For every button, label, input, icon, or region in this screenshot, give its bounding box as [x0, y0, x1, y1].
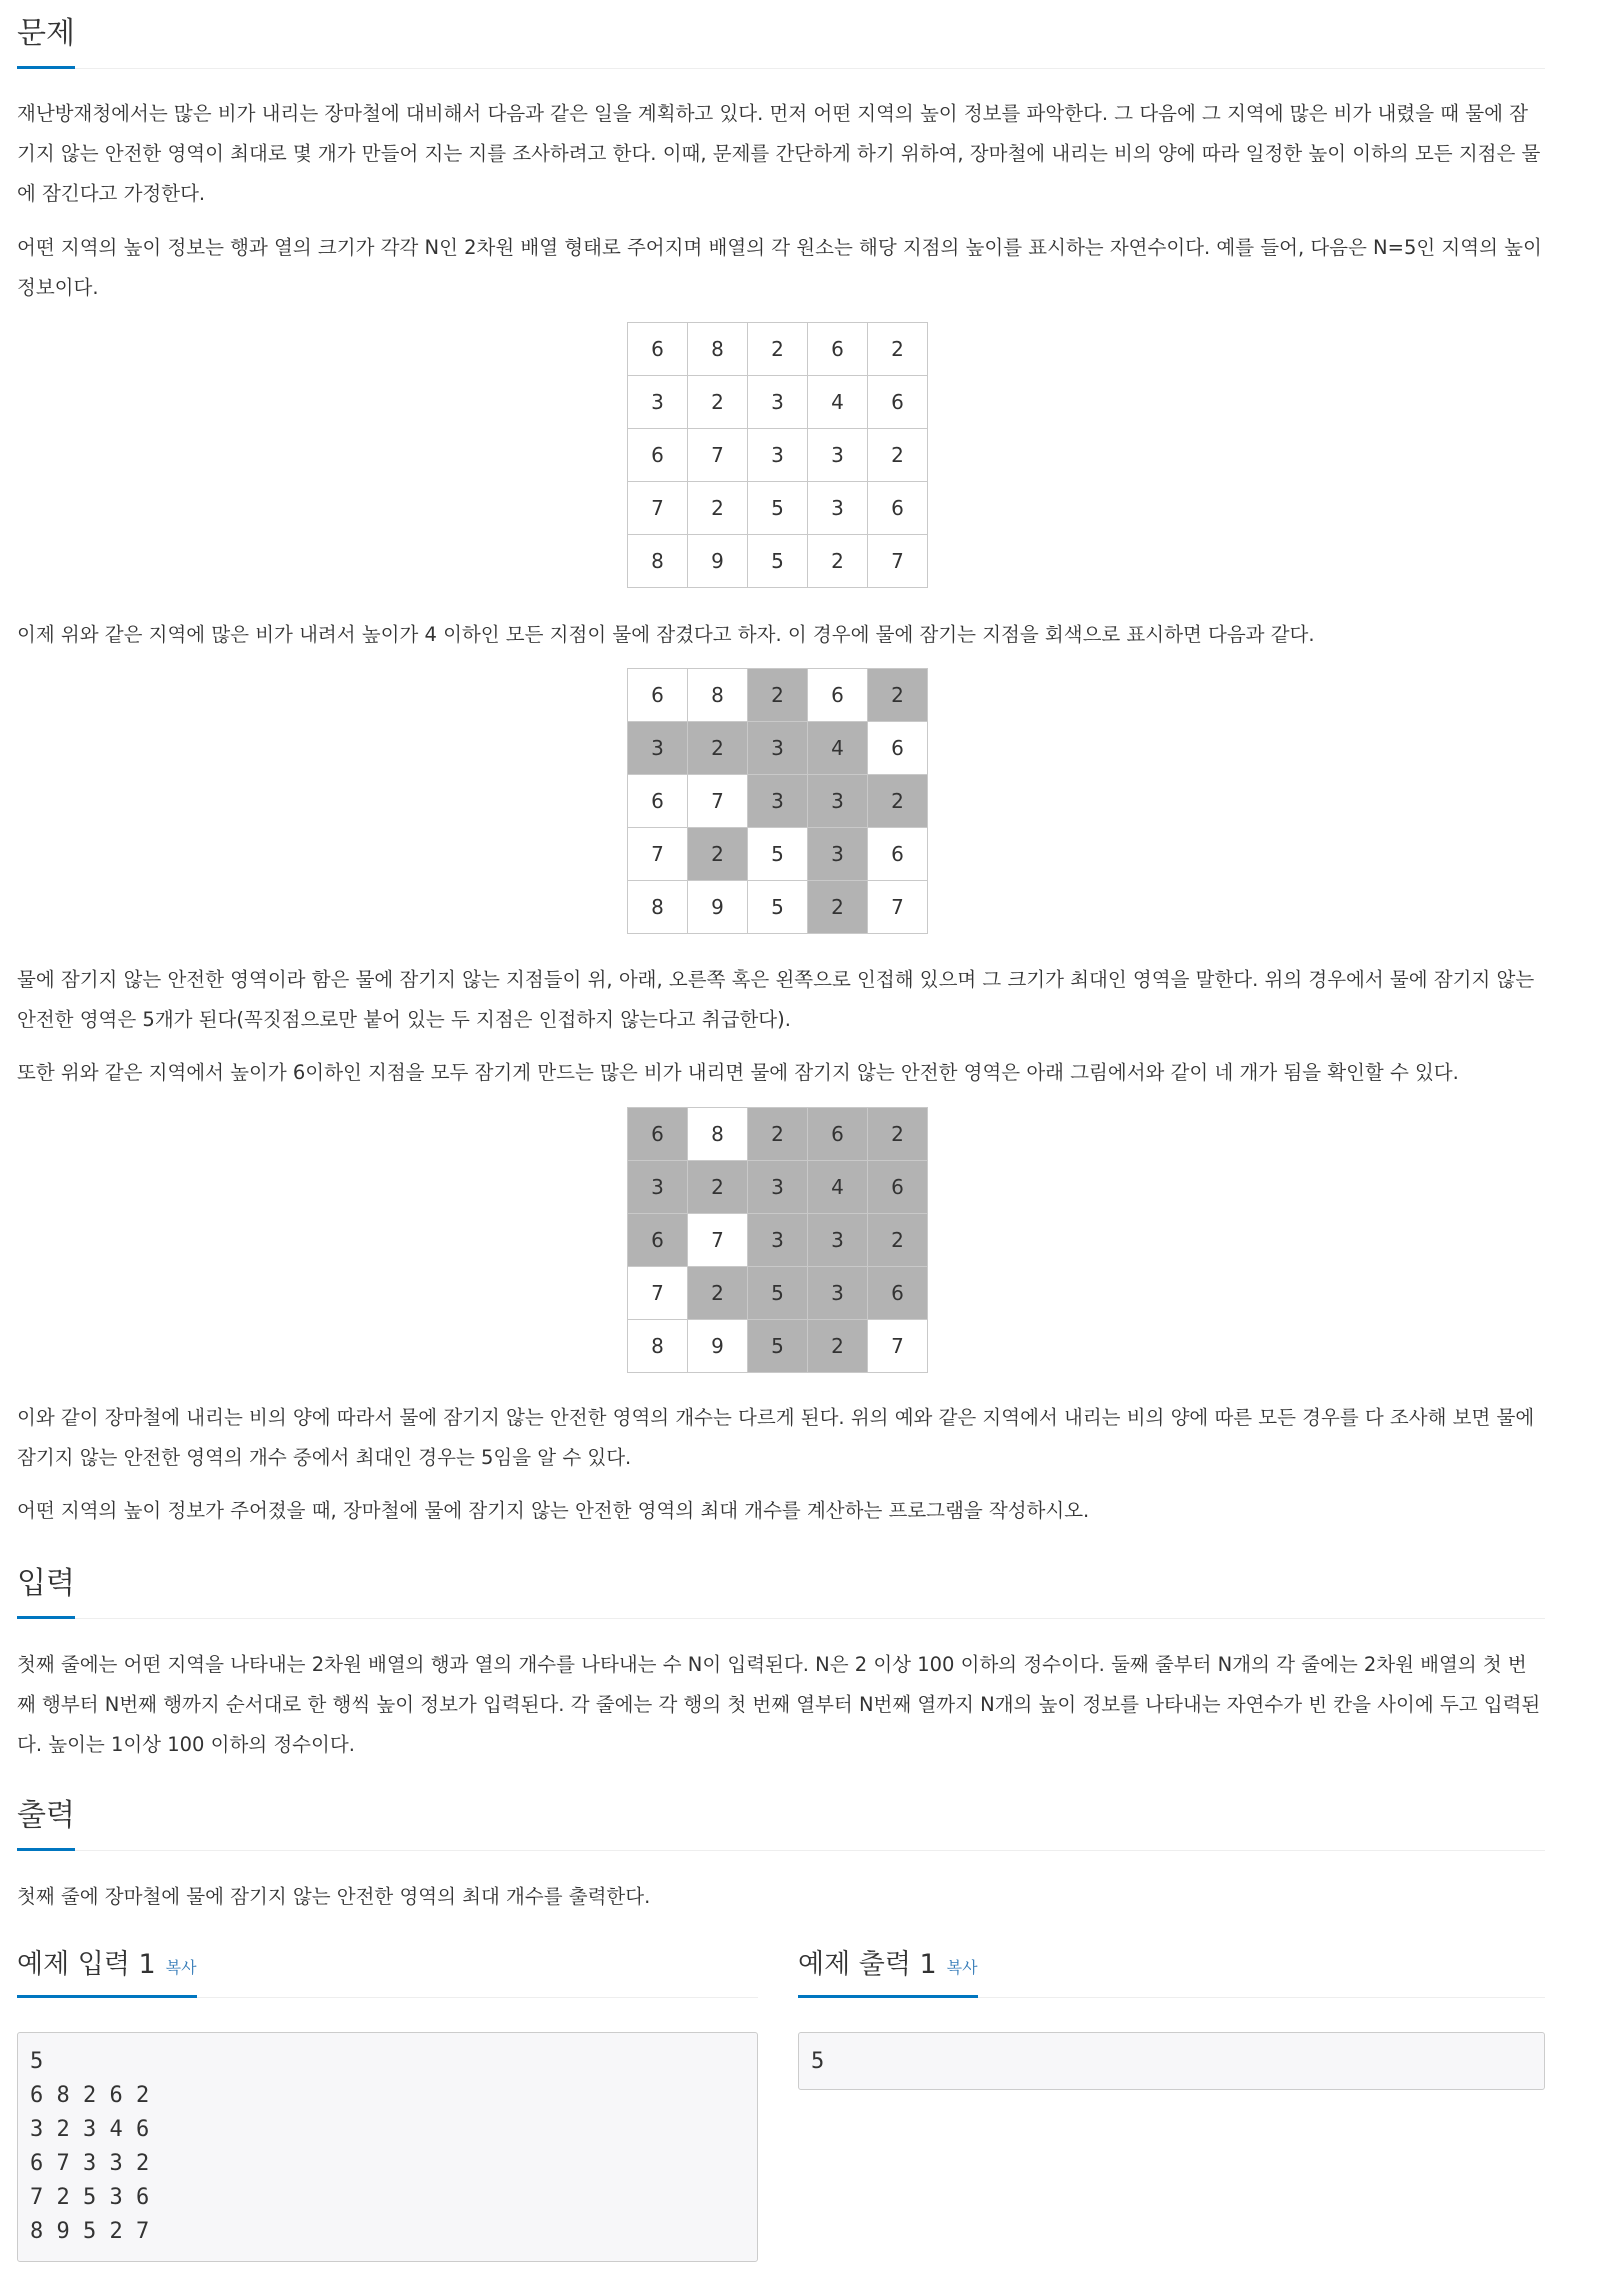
grid-cell: 2	[868, 669, 928, 722]
grid-cell: 6	[808, 669, 868, 722]
grid-cell: 2	[868, 775, 928, 828]
grid-cell: 7	[688, 429, 748, 482]
sample-input-title: 예제 입력 1	[17, 1949, 156, 1980]
grid-cell: 3	[748, 429, 808, 482]
grid-cell: 2	[748, 669, 808, 722]
grid-cell: 2	[808, 881, 868, 934]
grid-row	[628, 775, 928, 828]
sample-output-header	[798, 1942, 1545, 1998]
grid-row	[628, 1214, 928, 1267]
grid-row	[628, 722, 928, 775]
grid-cell: 2	[868, 323, 928, 376]
grid-cell: 7	[688, 1214, 748, 1267]
grid-cell: 9	[688, 1320, 748, 1373]
grid-cell: 5	[748, 881, 808, 934]
problem-paragraph-3: 이제 위와 같은 지역에 많은 비가 내려서 높이가 4 이하인 모든 지점이 물에 잠겼다고 하자. 이 경우에 물에 잠기는 지점을 회색으로 표시하면 다음과 같다.	[17, 623, 1315, 646]
grid-cell: 6	[628, 775, 688, 828]
grid-cell: 8	[688, 323, 748, 376]
grid-cell: 2	[808, 1320, 868, 1373]
output-description: 첫째 줄에 장마철에 물에 잠기지 않는 안전한 영역의 최대 개수를 출력한다.	[17, 1885, 651, 1908]
grid-cell: 2	[808, 535, 868, 588]
grid-cell: 6	[868, 482, 928, 535]
grid-cell: 2	[748, 1108, 808, 1161]
grid-cell: 2	[748, 323, 808, 376]
grid-cell: 3	[628, 376, 688, 429]
grid-cell: 6	[628, 323, 688, 376]
problem-paragraph-6: 이와 같이 장마철에 내리는 비의 양에 따라서 물에 잠기지 않는 안전한 영역의 개수는 다르게 된다. 위의 예와 같은 지역에서 내리는 비의 양에 따른 모든 경우를 다 조사해 보면 물에 잠기지 않는 안전한 영역의 개수 중에서 최대인 경우는 5임을 알 수 있다.	[17, 1406, 1535, 1469]
grid-cell: 7	[628, 1267, 688, 1320]
grid-row	[628, 828, 928, 881]
grid-cell: 3	[628, 1161, 688, 1214]
grid-cell: 2	[868, 1214, 928, 1267]
grid-cell: 2	[688, 722, 748, 775]
grid-cell: 3	[808, 828, 868, 881]
grid-cell: 3	[748, 775, 808, 828]
problem-paragraph-1: 재난방재청에서는 많은 비가 내리는 장마철에 대비해서 다음과 같은 일을 계획하고 있다. 먼저 어떤 지역의 높이 정보를 파악한다. 그 다음에 그 지역에 많은 비가 내렸을 때 물에 잠기지 않는 안전한 영역이 최대로 몇 개가 만들어 지는 지를 조사하려고 한다. 이때, 문제를 간단하게 하기 위하여, 장마철에 내리는 비의 양에 따라 일정한 높이 이하의 모든 지점은 물에 잠긴다고 가정한다.	[17, 102, 1541, 205]
sample-output-title: 예제 출력 1	[798, 1949, 937, 1980]
grid-cell: 3	[748, 1161, 808, 1214]
grid-cell: 7	[688, 775, 748, 828]
sample-output-heading	[798, 1942, 978, 1998]
grid-cell: 2	[688, 1267, 748, 1320]
input-description: 첫째 줄에는 어떤 지역을 나타내는 2차원 배열의 행과 열의 개수를 나타내는 수 N이 입력된다. N은 2 이상 100 이하의 정수이다. 둘째 줄부터 N개의 각 줄에는 2차원 배열의 첫 번째 행부터 N번째 행까지 순서대로 한 행씩 높이 정보가 입력된다. 각 줄에는 각 행의 첫 번째 열부터 N번째 열까지 N개의 높이 정보를 나타내는 자연수가 빈 칸을 사이에 두고 입력된다. 높이는 1이상 100 이하의 정수이다.	[17, 1653, 1541, 1756]
grid-cell: 2	[688, 376, 748, 429]
output-section-header	[17, 1790, 1545, 1851]
grid-cell: 6	[868, 1161, 928, 1214]
grid-cell: 7	[628, 482, 688, 535]
grid-cell: 6	[628, 669, 688, 722]
grid-cell: 8	[688, 1108, 748, 1161]
grid-cell: 2	[688, 482, 748, 535]
grid-row	[628, 1161, 928, 1214]
grid-cell: 2	[868, 1108, 928, 1161]
grid-cell: 8	[628, 881, 688, 934]
grid-cell: 7	[868, 881, 928, 934]
sample-input-header	[17, 1942, 758, 1998]
grid-cell: 6	[868, 1267, 928, 1320]
problem-paragraph-5: 또한 위와 같은 지역에서 높이가 6이하인 지점을 모두 잠기게 만드는 많은 비가 내리면 물에 잠기지 않는 안전한 영역은 아래 그림에서와 같이 네 개가 됨을 확인할 수 있다.	[17, 1061, 1459, 1084]
problem-paragraph-4: 물에 잠기지 않는 안전한 영역이라 함은 물에 잠기지 않는 지점들이 위, 아래, 오른쪽 혹은 왼쪽으로 인접해 있으며 그 크기가 최대인 영역을 말한다. 위의 경우에서 물에 잠기지 않는 안전한 영역은 5개가 된다(꼭짓점으로만 붙어 있는 두 지점은 인접하지 않는다고 취급한다).	[17, 968, 1535, 1031]
grid-row	[628, 429, 928, 482]
grid-cell: 7	[868, 535, 928, 588]
grid-cell: 8	[628, 1320, 688, 1373]
grid-cell: 6	[868, 828, 928, 881]
grid-row	[628, 323, 928, 376]
grid-cell: 6	[808, 323, 868, 376]
sample-input-block	[17, 1942, 758, 2262]
grid-row	[628, 482, 928, 535]
grid-cell: 5	[748, 535, 808, 588]
grid-cell: 3	[748, 376, 808, 429]
grid-cell: 3	[808, 1214, 868, 1267]
copy-output-button[interactable]: 복사	[946, 1958, 978, 1977]
grid-cell: 3	[748, 1214, 808, 1267]
grid-cell: 5	[748, 482, 808, 535]
grid-cell: 6	[628, 1214, 688, 1267]
sample-input-text: 5 6 8 2 6 2 3 2 3 4 6 6 7 3 3 2 7 2 5 3 6 8 9 5 2 7	[17, 2032, 758, 2262]
grid-cell: 8	[688, 669, 748, 722]
output-title: 출력	[17, 1790, 75, 1851]
grid-cell: 9	[688, 881, 748, 934]
grid-cell: 5	[748, 1320, 808, 1373]
grid-cell: 4	[808, 376, 868, 429]
grid-cell: 7	[868, 1320, 928, 1373]
grid-cell: 6	[868, 376, 928, 429]
sample-output-block	[798, 1942, 1545, 2090]
grid-row	[628, 535, 928, 588]
grid-row	[628, 1108, 928, 1161]
grid-row	[628, 376, 928, 429]
grid-cell: 3	[808, 482, 868, 535]
grid-cell: 9	[688, 535, 748, 588]
copy-input-button[interactable]: 복사	[165, 1958, 197, 1977]
grid-cell: 6	[628, 429, 688, 482]
grid-cell: 2	[868, 429, 928, 482]
sample-input-heading	[17, 1942, 197, 1998]
grid-row	[628, 669, 928, 722]
grid-cell: 6	[628, 1108, 688, 1161]
grid-cell: 2	[688, 1161, 748, 1214]
problem-paragraph-2: 어떤 지역의 높이 정보는 행과 열의 크기가 각각 N인 2차원 배열 형태로 주어지며 배열의 각 원소는 해당 지점의 높이를 표시하는 자연수이다. 예를 들어, 다음은 N=5인 지역의 높이 정보이다.	[17, 236, 1542, 299]
grid-row	[628, 881, 928, 934]
input-section-header	[17, 1558, 1545, 1619]
grid-cell: 3	[808, 1267, 868, 1320]
grid-cell: 2	[688, 828, 748, 881]
grid-cell: 3	[748, 722, 808, 775]
height-grid-rain-4	[627, 668, 928, 934]
grid-row	[628, 1320, 928, 1373]
grid-cell: 7	[628, 828, 688, 881]
input-title: 입력	[17, 1558, 75, 1619]
sample-output-text: 5	[798, 2032, 1545, 2090]
grid-row	[628, 1267, 928, 1320]
problem-section-header	[17, 8, 1545, 69]
problem-title: 문제	[17, 8, 75, 69]
height-grid-rain-6	[627, 1107, 928, 1373]
problem-paragraph-7: 어떤 지역의 높이 정보가 주어졌을 때, 장마철에 물에 잠기지 않는 안전한 영역의 최대 개수를 계산하는 프로그램을 작성하시오.	[17, 1499, 1090, 1522]
grid-cell: 4	[808, 1161, 868, 1214]
grid-cell: 6	[808, 1108, 868, 1161]
height-grid-original	[627, 322, 928, 588]
grid-cell: 3	[808, 775, 868, 828]
grid-cell: 3	[628, 722, 688, 775]
grid-cell: 4	[808, 722, 868, 775]
grid-cell: 8	[628, 535, 688, 588]
grid-cell: 5	[748, 1267, 808, 1320]
grid-cell: 6	[868, 722, 928, 775]
grid-cell: 5	[748, 828, 808, 881]
grid-cell: 3	[808, 429, 868, 482]
